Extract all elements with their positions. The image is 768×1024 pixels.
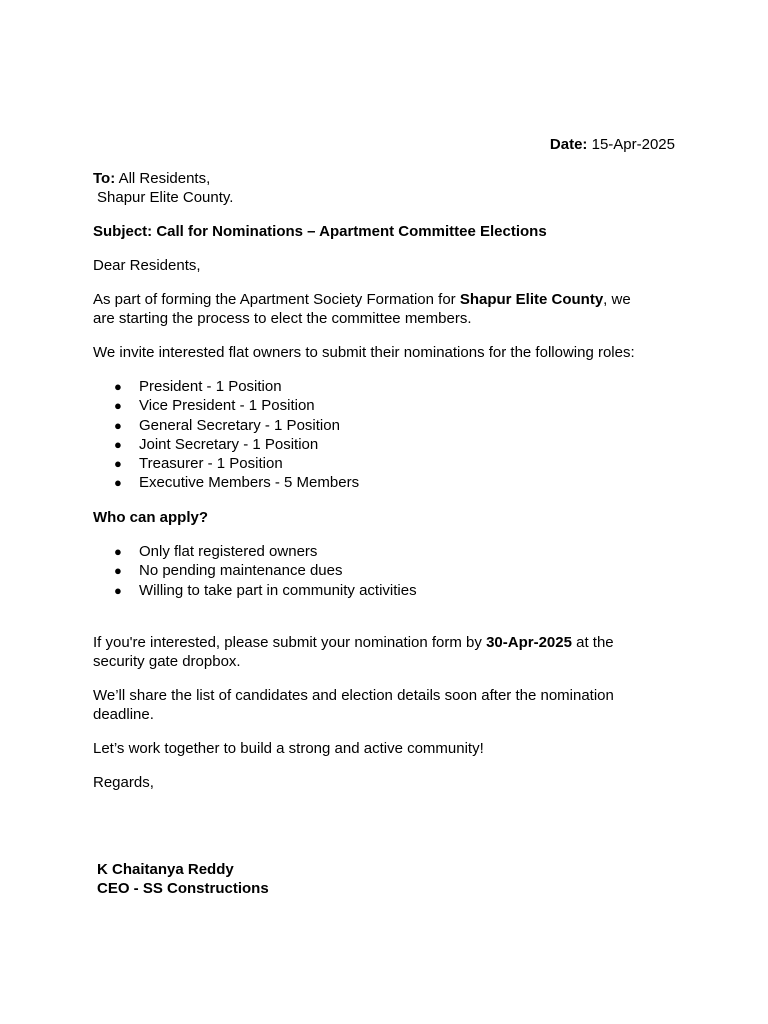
community-name: Shapur Elite County [459,291,604,308]
letter-date [550,135,675,154]
submission-text: If you're interested, please submit your nomination form by [93,634,487,651]
date-label: Date: [549,136,588,153]
eligibility-list [93,542,683,600]
intro-text: As part of forming the Apartment Society Formation for [93,291,460,308]
signatory-name: K Chaitanya Reddy [97,861,234,878]
intro-paragraph [93,290,683,328]
list-item: ● No pending maintenance dues [93,561,683,580]
list-item: ● Executive Members - 5 Members [93,473,683,492]
list-item: ● President - 1 Position [93,377,683,396]
signatory-title: CEO - SS Constructions [97,880,269,897]
submission-line2: security gate dropbox. [93,653,241,670]
list-item: ● Treasurer - 1 Position [93,454,683,473]
list-item: ● General Secretary - 1 Position [93,416,683,435]
roles-list [93,377,683,493]
eligibility-heading: Who can apply? [93,509,209,526]
share-paragraph [93,686,683,724]
closing-note: Let’s work together to build a strong and active community! [93,740,484,757]
salutation: Dear Residents, [93,257,201,274]
submission-text-end: at the [571,634,614,651]
list-item: ● Willing to take part in community activities [93,581,683,600]
letter-subject: Subject: Call for Nominations – Apartment Committee Elections [93,223,547,240]
list-item: ● Only flat registered owners [93,542,683,561]
signature-block [97,860,269,898]
invite-paragraph: We invite interested flat owners to submit their nominations for the following roles: [93,344,635,361]
share-line1: We’ll share the list of candidates and election details soon after the nomination [93,687,614,704]
intro-text-end: , we [603,291,631,308]
submission-paragraph [93,633,683,671]
recipient-block [93,169,683,207]
deadline-date: 30-Apr-2025 [486,634,572,651]
regards: Regards, [93,774,154,791]
recipient-line2: Shapur Elite County. [97,189,234,206]
list-item: ● Joint Secretary - 1 Position [93,435,683,454]
intro-line2: are starting the process to elect the committee members. [93,310,472,327]
recipient-label: To: [93,170,116,187]
recipient-line1: All Residents, [118,170,211,187]
share-line2: deadline. [93,706,154,723]
list-item: ● Vice President - 1 Position [93,396,683,415]
date-value: 15-Apr-2025 [591,136,675,153]
